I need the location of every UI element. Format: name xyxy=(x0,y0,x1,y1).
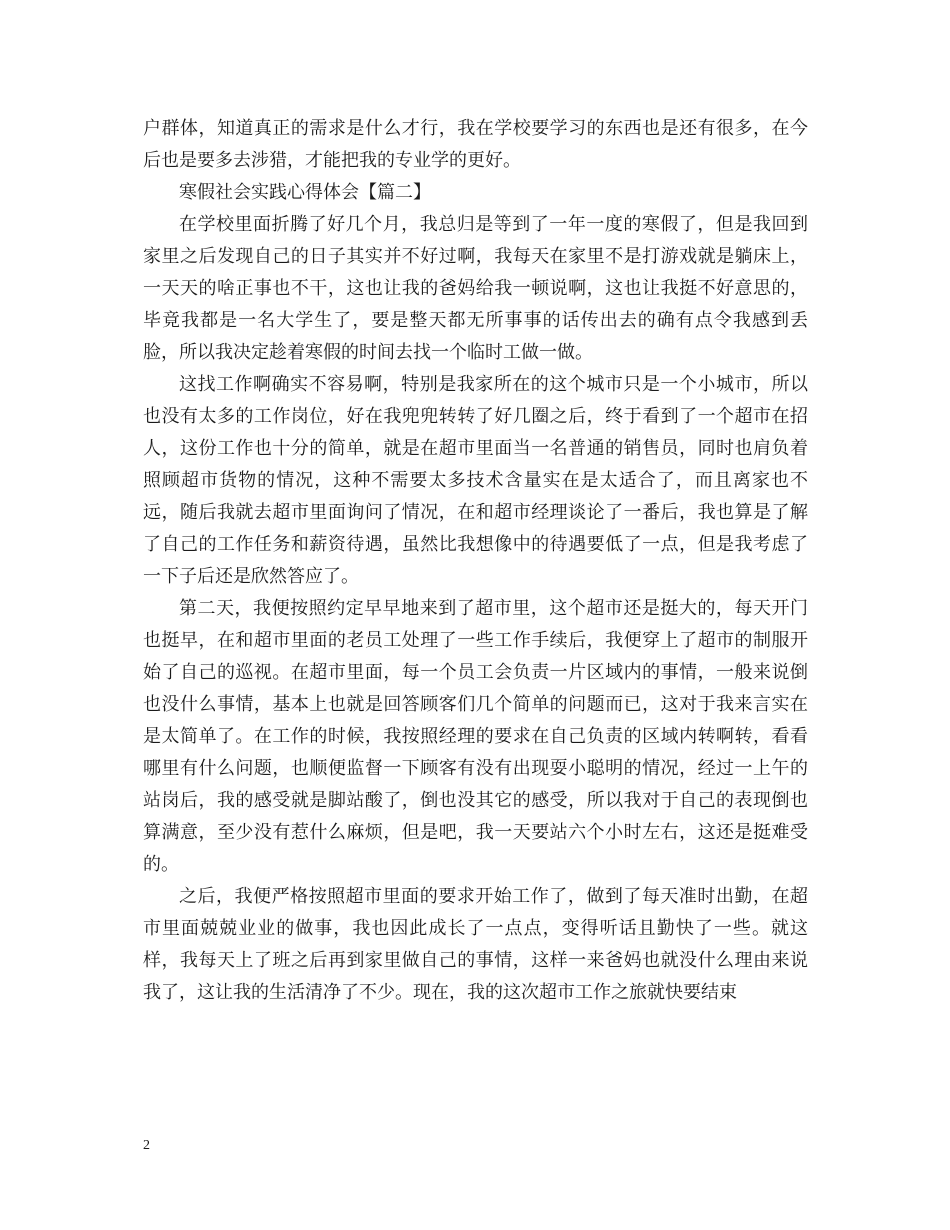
section-heading: 寒假社会实践心得体会【篇二】 xyxy=(179,182,431,203)
paragraph-4: 这找工作啊确实不容易啊，特别是我家所在的这个城市只是一个小城市，所以也没有太多的工作岗位，好在我兜兜转转了好几圈之后，终于看到了一个超市在招人，这份工作也十分的简单，就是在超市里面当一名普通的销售员，同时也肩负着照顾超市货物的情况，这种不需要太多技术含量实在是太适合了，而且离家也不远，随后我就去超市里面询问了情况，在和超市经理谈论了一番后，我也算是了解了自己的工作任务和薪资待遇，虽然比我想像中的待遇要低了一点，但是我考虑了一下子后还是欣然答应了。 xyxy=(143,374,808,587)
paragraph-1: 户群体，知道真正的需求是什么才行，我在学校要学习的东西也是还有很多，在今后也是要多去涉猎，才能把我的专业学的更好。 xyxy=(143,118,808,171)
paragraph-3: 在学校里面折腾了好几个月，我总归是等到了一年一度的寒假了，但是我回到家里之后发现自己的日子其实并不好过啊，我每天在家里不是打游戏就是躺床上，一天天的啥正事也不干，这也让我的爸妈给我一顿说啊，这也让我挺不好意思的，毕竟我都是一名大学生了，要是整天都无所事事的话传出去的确有点令我感到丢脸，所以我决定趁着寒假的时间去找一个临时工做一做。 xyxy=(143,214,808,363)
page-number: 2 xyxy=(143,1138,150,1153)
paragraph-5: 第二天，我便按照约定早早地来到了超市里，这个超市还是挺大的，每天开门也挺早，在和超市里面的老员工处理了一些工作手续后，我便穿上了超市的制服开始了自己的巡视。在超市里面，每一个员工会负责一片区域内的事情，一般来说倒也没什么事情，基本上也就是回答顾客们几个简单的问题而已，这对于我来言实在是太简单了。在工作的时候，我按照经理的要求在自己负责的区域内转啊转，看看哪里有什么问题，也顺便监督一下顾客有没有出现耍小聪明的情况，经过一上午的站岗后，我的感受就是脚站酸了，倒也没其它的感受，所以我对于自己的表现倒也算满意，至少没有惹什么麻烦，但是吧，我一天要站六个小时左右，这还是挺难受的。 xyxy=(143,598,808,875)
document-body xyxy=(143,113,808,1009)
paragraph-6: 之后，我便严格按照超市里面的要求开始工作了，做到了每天准时出勤，在超市里面兢兢业业的做事，我也因此成长了一点点，变得听话且勤快了一些。就这样，我每天上了班之后再到家里做自己的事情，这样一来爸妈也就没什么理由来说我了，这让我的生活清净了不少。现在，我的这次超市工作之旅就快要结束 xyxy=(143,886,808,1003)
